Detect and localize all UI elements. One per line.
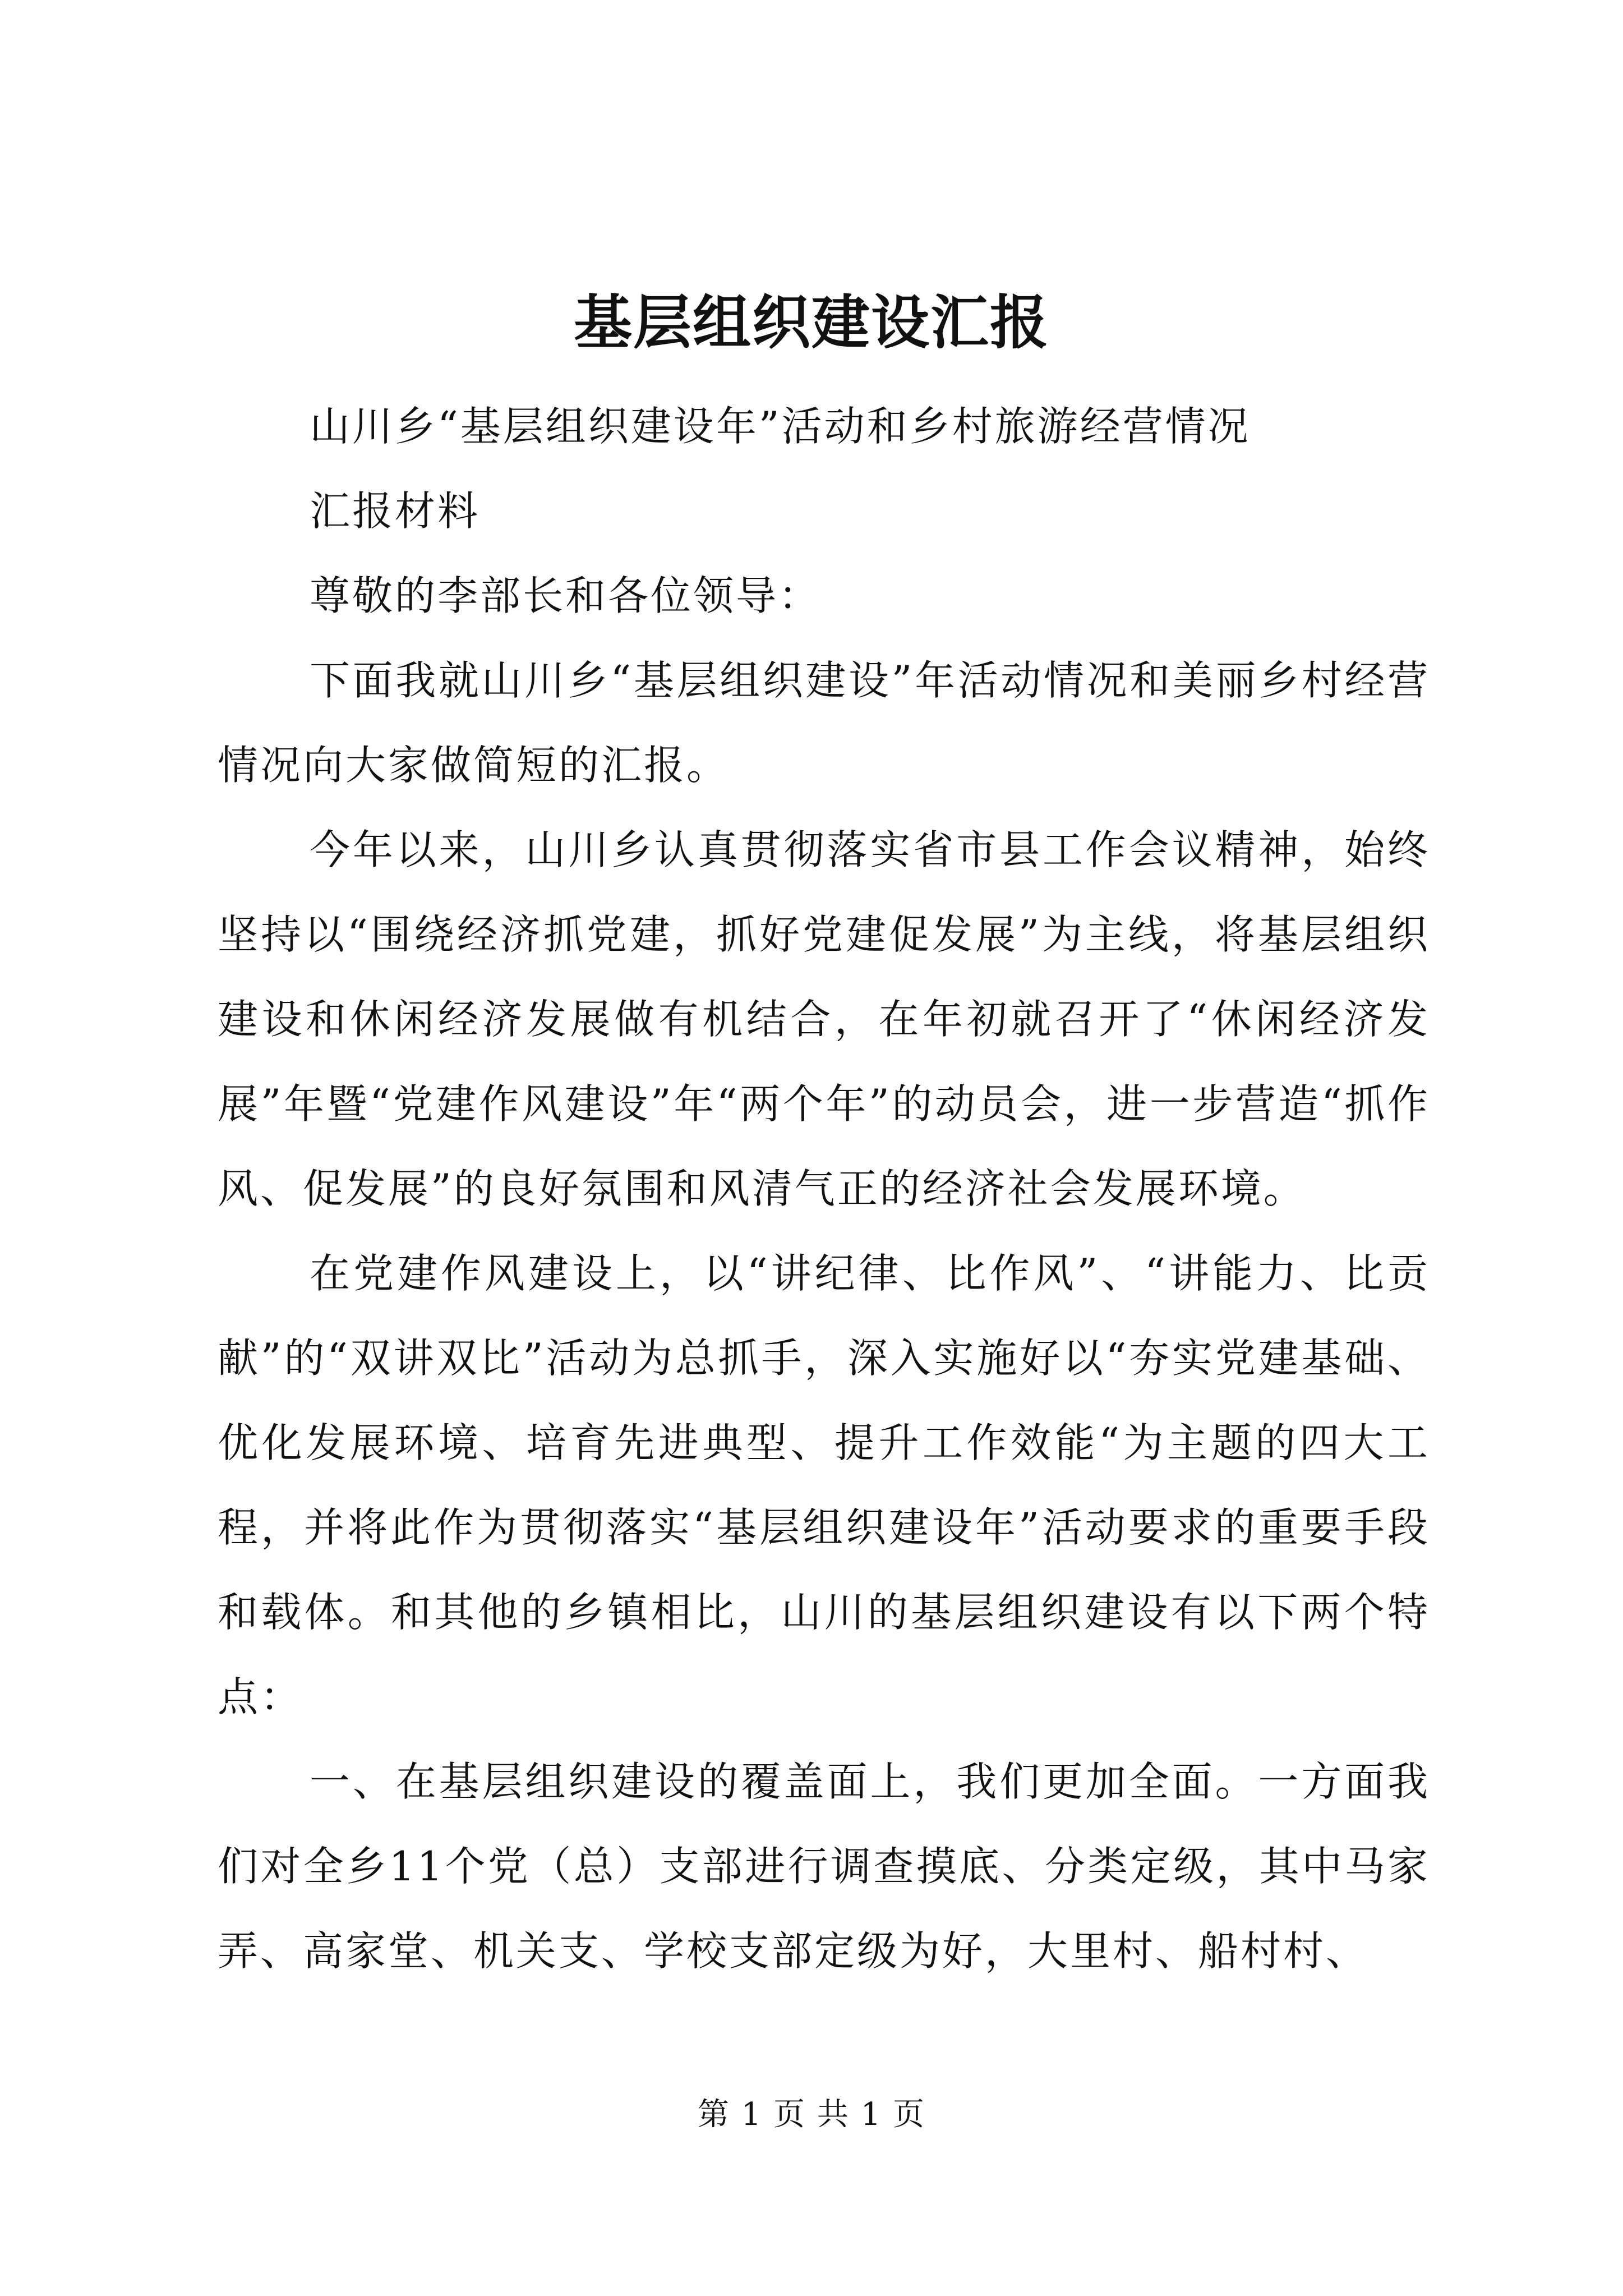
body-paragraph: 在党建作风建设上，以“讲纪律、比作风”、“讲能力、比贡献”的“双讲双比”活动为总抓手，深入实施好以“夯实党建基础、优化发展环境、培育先进典型、提升工作效能“为主题的四大工程，并将此作为贯彻落实“基层组织建设年”活动要求的重要手段和载体。和其他的乡镇相比，山川的基层组织建设有以下两个特点： bbox=[218, 1250, 1430, 1720]
body-paragraph: 下面我就山川乡“基层组织建设”年活动情况和美丽乡村经营情况向大家做简短的汇报。 bbox=[218, 657, 1430, 789]
salutation: 尊敬的李部长和各位领导： bbox=[310, 572, 822, 619]
body-paragraph: 今年以来，山川乡认真贯彻落实省市县工作会议精神，始终坚持以“围绕经济抓党建，抓好党建促发展”为主线，将基层组织建设和休闲经济发展做有机结合，在年初就召开了“休闲经济发展”年暨“党建作风建设”年“两个年”的动员会，进一步营造“抓作风、促发展”的良好氛围和风清气正的经济社会发展环境。 bbox=[218, 826, 1430, 1212]
subtitle-line: 山川乡“基层组织建设年”活动和乡村旅游经营情况 bbox=[310, 403, 1251, 450]
subtitle-line-2: 汇报材料 bbox=[310, 487, 481, 535]
body-paragraph: 一、在基层组织建设的覆盖面上，我们更加全面。一方面我们对全乡11个党（总）支部进行调查摸底、分类定级，其中马家弄、高家堂、机关支、学校支部定级为好，大里村、船村村、 bbox=[218, 1758, 1430, 1975]
document-title: 基层组织建设汇报 bbox=[573, 288, 1049, 357]
page-footer: 第 1 页 共 1 页 bbox=[697, 2096, 926, 2133]
document-body bbox=[218, 384, 1430, 1994]
